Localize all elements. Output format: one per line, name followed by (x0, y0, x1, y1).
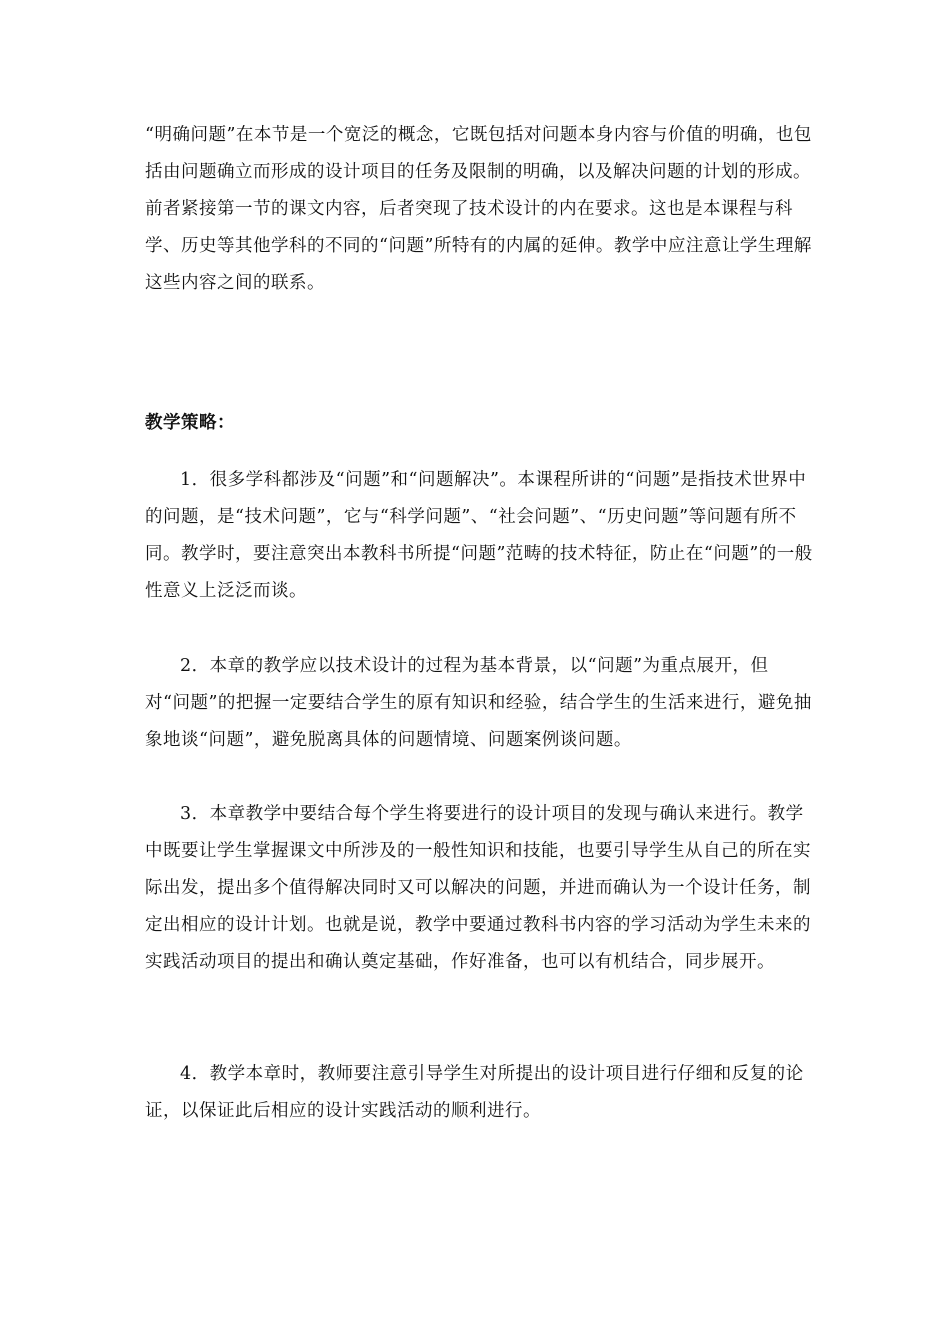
strategy-item-1: 1．很多学科都涉及“问题”和“问题解决”。本课程所讲的“问题”是指技术世界中的问题，是“技术问题”，它与“科学问题”、“社会问题”、“历史问题”等问题有所不同。教学时，要注意突出本教科书所提“问题”范畴的技术特征，防止在“问题”的一般性意义上泛泛而谈。 (145, 470, 813, 601)
intro-paragraph: “明确问题”在本节是一个宽泛的概念，它既包括对问题本身内容与价值的明确，也包括由问题确立而形成的设计项目的任务及限制的明确，以及解决问题的计划的形成。前者紧接第一节的课文内容，后者突现了技术设计的内在要求。这也是本课程与科学、历史等其他学科的不同的“问题”所特有的内属的延伸。教学中应注意让学生理解这些内容之间的联系。 (145, 125, 812, 293)
strategy-item-3: 3．本章教学中要结合每个学生将要进行的设计项目的发现与确认来进行。教学中既要让学生掌握课文中所涉及的一般性知识和技能，也要引导学生从自己的所在实际出发，提出多个值得解决同时又可以解决的问题，并进而确认为一个设计任务，制定出相应的设计计划。也就是说，教学中要通过教科书内容的学习活动为学生未来的实践活动项目的提出和确认奠定基础，作好准备，也可以有机结合，同步展开。 (145, 804, 811, 972)
strategy-item-4: 4．教学本章时，教师要注意引导学生对所提出的设计项目进行仔细和反复的论证，以保证此后相应的设计实践活动的顺利进行。 (145, 1064, 804, 1121)
section-heading: 教学策略： (145, 413, 235, 433)
strategy-item-2: 2．本章的教学应以技术设计的过程为基本背景，以“问题”为重点展开，但对“问题”的把握一定要结合学生的原有知识和经验，结合学生的生活来进行，避免抽象地谈“问题”，避免脱离具体的问题情境、问题案例谈问题。 (145, 656, 812, 750)
